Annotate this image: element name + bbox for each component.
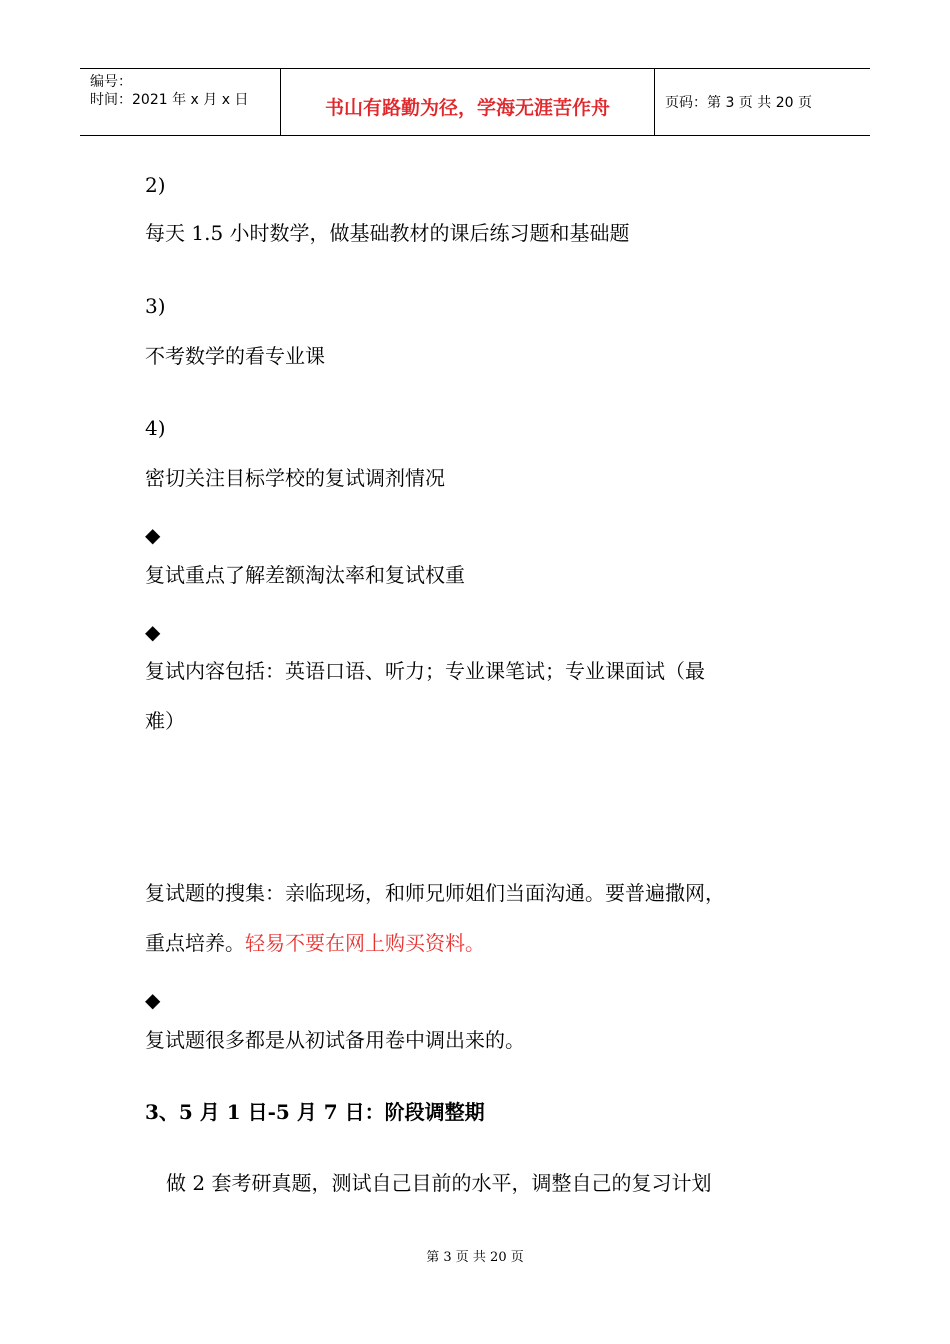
warning-text: 轻易不要在网上购买资料。 <box>245 931 485 955</box>
focus-training-text: 重点培养。 <box>145 931 245 955</box>
list-number-4: 4) <box>145 416 166 440</box>
page-footer: 第 3 页 共 20 页 <box>426 1250 524 1265</box>
body-line-retest-source: 复试题很多都是从初试备用卷中调出来的。 <box>145 1028 525 1052</box>
diamond-bullet-icon: ◆ <box>145 523 161 547</box>
body-line-retest-focus: 复试重点了解差额淘汰率和复试权重 <box>145 563 465 587</box>
body-line-retest-content-cont: 难） <box>145 709 185 733</box>
page-header <box>80 68 870 136</box>
diamond-bullet-icon: ◆ <box>145 620 161 644</box>
body-line-follow-schools: 密切关注目标学校的复试调剂情况 <box>145 466 445 490</box>
body-line-no-math: 不考数学的看专业课 <box>145 344 325 368</box>
body-line-retest-content: 复试内容包括：英语口语、听力；专业课笔试；专业课面试（最 <box>145 659 705 683</box>
body-line-practice-exams: 做 2 套考研真题，测试自己目前的水平，调整自己的复习计划 <box>166 1171 712 1195</box>
page-info: 页码：第 3 页 共 20 页 <box>665 95 812 111</box>
number-label: 编号： <box>90 74 132 90</box>
body-line-math-practice: 每天 1.5 小时数学，做基础教材的课后练习题和基础题 <box>145 221 630 245</box>
header-middle-cell <box>281 69 655 135</box>
header-right-cell <box>655 69 870 135</box>
time-label: 时间：2021 年 x 月 x 日 <box>90 92 249 108</box>
motto: 书山有路勤为径，学海无涯苦作舟 <box>324 97 610 119</box>
list-number-2: 2) <box>145 173 166 197</box>
section-heading: 3、5 月 1 日-5 月 7 日：阶段调整期 <box>145 1100 485 1124</box>
header-left-cell <box>80 69 281 135</box>
body-line-focus-training <box>145 930 485 956</box>
body-line-collect-questions: 复试题的搜集：亲临现场，和师兄师姐们当面沟通。要普遍撒网， <box>145 881 725 905</box>
list-number-3: 3) <box>145 294 166 318</box>
diamond-bullet-icon: ◆ <box>145 988 161 1012</box>
